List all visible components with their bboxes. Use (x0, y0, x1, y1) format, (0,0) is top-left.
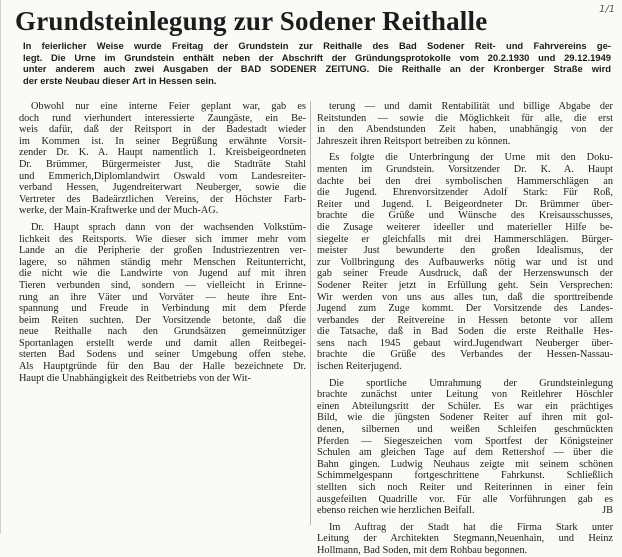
text-line: Lande an die Peripherie der großen Industriezentren ver- (19, 245, 306, 257)
headline: Grundsteinlegung zur Sodener Reithalle (15, 6, 488, 36)
text-line: terung — und damit Rentabilität und billige Abgabe der (329, 101, 613, 112)
text-line: Jahreszeit ihren Reitsport betreiben zu können. (317, 135, 511, 147)
lead-line: unter anderem auch zwei Ausgaben der BAD SODENER ZEITUNG. Die Reithalle an der Kronberger Straße wird (23, 63, 611, 74)
text-line: Dr. Brümmer, Bürgermeister Just, die Stadträte Stahl (19, 158, 306, 170)
text-line: Es folgte die Unterbringung der Urne mit den Doku- (329, 152, 613, 164)
text-line: zender Dr. K. A. Haupt namentlich 1. Kreisbeigeordneten (19, 147, 306, 159)
text-line: Tieren verbunden sind, sondern — vielleicht in Erinne- (19, 279, 306, 291)
text-line: Obwohl nur eine interne Feier geplant war, gab es (31, 101, 306, 112)
text-line: sens nach 1945 gebaut wird.Jugendwart Neuberger über- (317, 337, 613, 349)
lead-line: legt. Die Urne im Grundstein enthält neben der Abschrift der Gründungsprotokolle vom 20.2.1930 und 29.12.1949 (23, 51, 611, 63)
paragraph (317, 152, 613, 372)
text-line: stellten sich noch Reiter und Reiterinnen in einer fein (317, 482, 613, 493)
text-line: sterten Bad Sodens und seiner Umgebung offen stehe. (19, 349, 306, 361)
paragraph (317, 101, 613, 147)
text-line: in den Abendstunden Zeit haben, unabhängig von der (317, 124, 613, 136)
text-line: denen, silbernen und weißen Schleifen geschmückten (317, 424, 613, 436)
text-line: Sodener Reiter jetzt in Erfüllung geht. Sein Versprechen: (317, 279, 613, 291)
text-line: Leitung der Architekten Stegmann,Neuenhain, und Heinz (317, 533, 613, 545)
text-line: Dr. Haupt sprach dann von der wachsenden Volkstüm- (31, 221, 306, 233)
text-line: Bahn gingen. Ludwig Neuhaus zeigte mit seinem schönen (317, 458, 613, 470)
text-line: die Zusage weiterer ideeller und materieller Hilfe be- (317, 221, 613, 233)
text-line: Bild, wie die jüngsten Sodener Reiter auf ihren mit gol- (317, 412, 613, 424)
text-line: ebenso reichen wie herzlichen Beifall. (317, 505, 475, 517)
paragraph (19, 101, 306, 217)
text-line: werke, der Main-Kraftwerke und der Much-AG. (19, 205, 219, 217)
text-line: rung an ihre Väter und Vorväter — heute ihre Ent- (19, 291, 306, 303)
text-line: die Jugend. Ehrenvorsitzender Adolf Stark: Für Roß, (317, 187, 613, 199)
paragraph (19, 222, 306, 384)
text-line: die Tatsache, daß in Bad Soden die erste Reithalle Hes- (317, 326, 613, 338)
text-line: Pferden — Siegeszeichen vom Sportfest der Königsteiner (317, 435, 613, 447)
text-line: Haupt die Unabhängigkeit des Reitbetriebs von der Wit- (19, 372, 251, 384)
column-divider (310, 101, 311, 525)
text-line: Als Hauptgründe für den Bau der Halle bezeichnete Dr. (19, 361, 306, 373)
text-line: brachte die Grüße des Verbandes der Hessen-Nassau- (317, 349, 613, 361)
text-line: Hollmann, Bad Soden, mit dem Rohbau begonnen. (317, 544, 528, 556)
lead-line: In feierlicher Weise wurde Freitag der Grundstein zur Reithalle des Bad Sodener Reit- und Fahrvereins ge- (23, 40, 611, 51)
text-line: ausgefeilten Quadrille vor. Für alle Vorführungen gab es (317, 493, 613, 505)
text-line: gab seiner Freude Ausdruck, daß der Herzenswunsch der (317, 268, 613, 280)
text-line: Schulen am gleichen Tage auf dem Rettershof — über die (317, 447, 613, 459)
text-line: Die sportliche Umrahmung der Grundsteinlegung (329, 377, 613, 389)
text-line: meister Just bewunderte den großen Idealismus, der (317, 245, 613, 257)
text-line: zur Vollbringung des Aufbauwerks nötig war und ist und (317, 256, 613, 268)
text-line: Schimmelgespann fortgeschrittene Fahrkunst. Schließlich (317, 470, 613, 482)
text-line: menten im Grundstein. Vorsitzender Dr. K. A. Haupt (317, 163, 613, 175)
text-line: Reitstunden — sowie die Möglichkeit für alle, die erst (317, 112, 613, 124)
text-line: Im Auftrag der Stadt hat die Firma Stark unter (329, 521, 613, 533)
handwritten-mark: 1/1 (599, 4, 616, 15)
text-line: spannung und Freude in Verbindung mit dem Pferde (19, 303, 306, 315)
text-line: einen Abteilungsritt der Schüler. Es war ein prächtiges (317, 400, 613, 412)
right-column (317, 101, 613, 557)
text-line: Vertreter des Badeärztlichen Vereins, der Höchster Farb- (19, 193, 306, 205)
text-line: neue Reithalle nach den Grundsätzen gemeinnütziger (19, 326, 306, 338)
left-column (19, 101, 306, 384)
text-line: verbandes der Reitvereine in Hessen betonte vor allem (317, 314, 613, 326)
text-line: beim Reiten suchten. Der Vorsitzende betonte, daß die (19, 314, 306, 326)
text-line: Sportanlagen erstellt werde und damit allen Reitbegei- (19, 337, 306, 349)
author-initials: JB (602, 505, 613, 517)
lead-line: der erste Neubau dieser Art in Hessen sein. (23, 74, 217, 86)
text-line: siegelte er gleichfalls mit drei Hammerschlägen. Bürger- (317, 233, 613, 245)
paragraph (317, 378, 613, 517)
text-line: lagere, so nähmen ständig mehr Menschen Reitunterricht, (19, 256, 306, 268)
text-line: brachte die Grüße und Wünsche des Kreisausschusses, (317, 210, 613, 222)
text-line: ischen Reiterjugend. (317, 361, 402, 373)
text-line: Reiter und Jugend. I. Beigeordneter Dr. Brümmer über- (317, 198, 613, 210)
text-line: und Emmerich,Diplomlandwirt Oswald vom Landesreiter- (19, 170, 306, 182)
paragraph (317, 522, 613, 557)
text-line: brachte zunächst unter Leitung von Reitlehrer Höschler (317, 389, 613, 401)
text-line: die nicht wie die Landwirte von Jugend auf mit ihren (19, 268, 306, 280)
text-line: weis dafür, daß der Reitsport in der Badestadt wieder (19, 124, 306, 136)
text-line: lichkeit des Reitsports. Wie dieser sich immer mehr vom (19, 233, 306, 245)
text-line: Jugend zum Zuge kommt. Der Vorsitzende des Landes- (317, 303, 613, 315)
text-line: verband Hessen, Jugendreiterwart Neuberger, sowie die (19, 182, 306, 194)
text-line: im Kommen ist. In seiner Begrüßung erwähnte Vorsit- (19, 135, 306, 147)
text-line: dachte bei den drei symbolischen Hammerschlägen an (317, 175, 613, 187)
lead-paragraph (23, 40, 611, 86)
text-line: Wir werden von uns aus alles tun, daß die sporttreibende (317, 291, 613, 303)
text-line: doch rund vierhundert interessierte Zaungäste, ein Be- (19, 112, 306, 124)
